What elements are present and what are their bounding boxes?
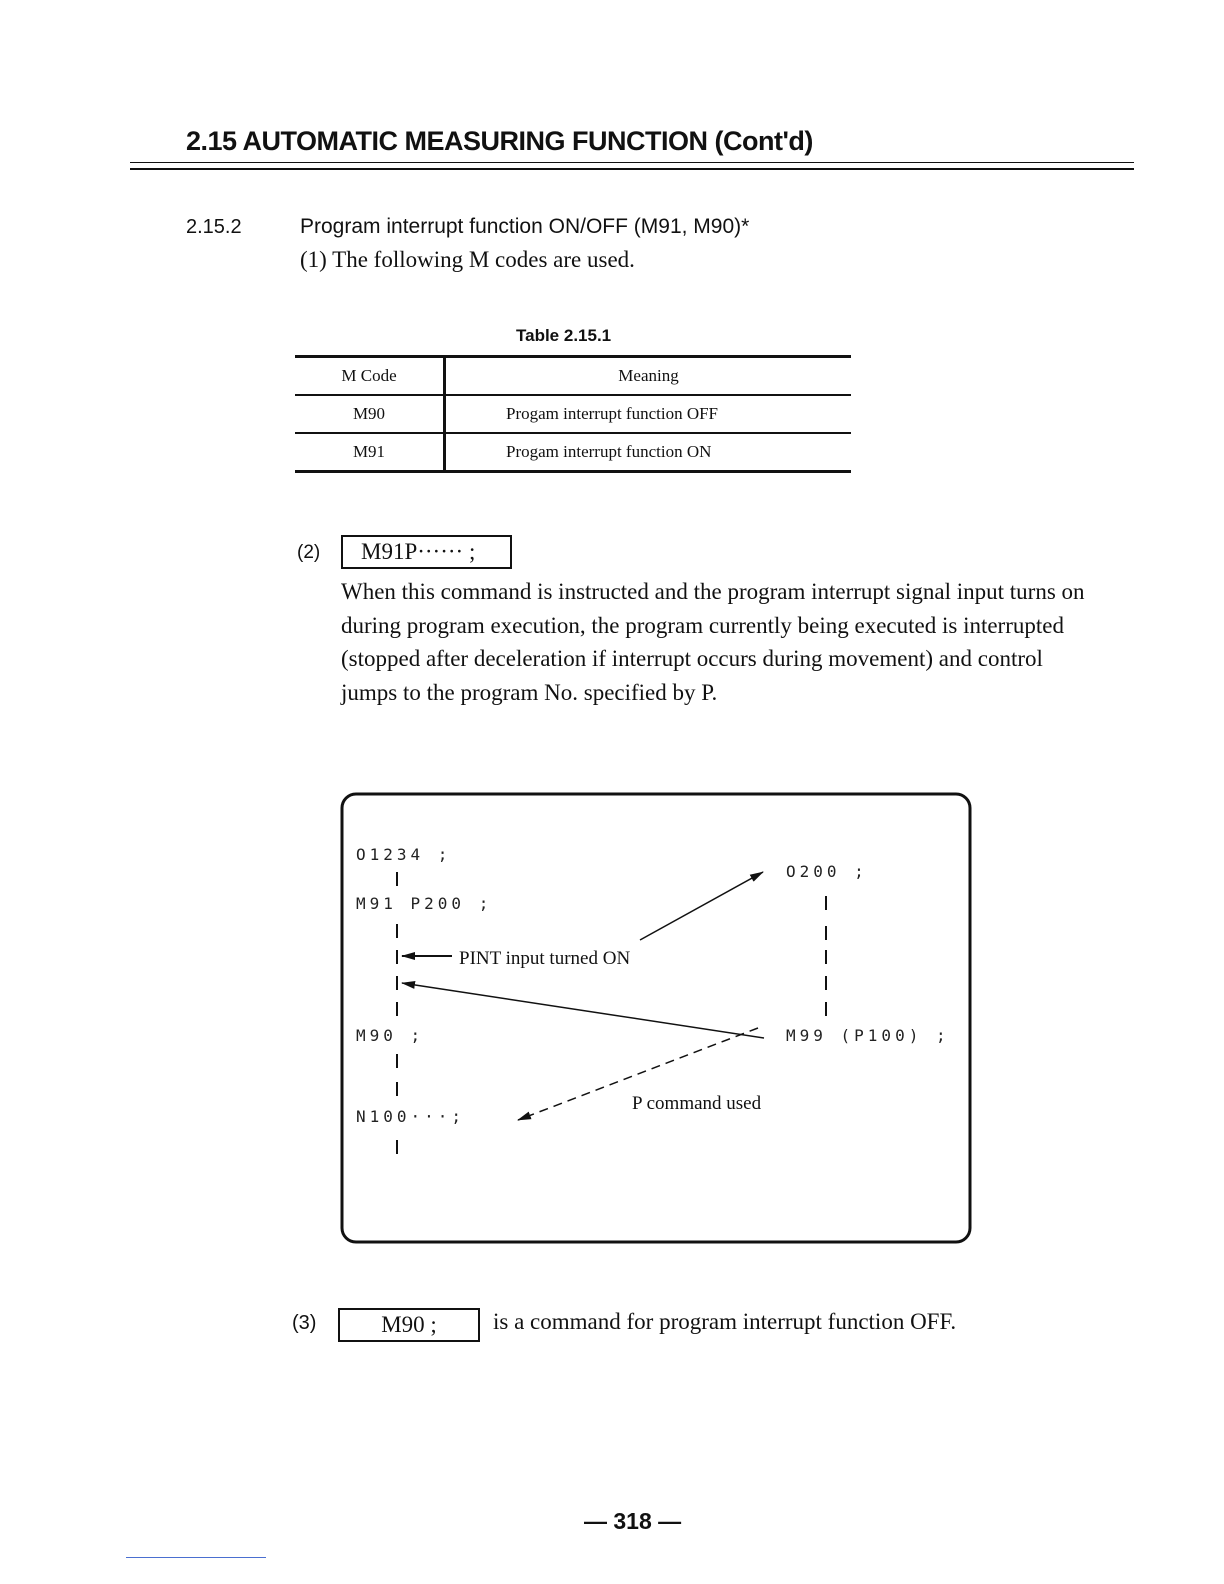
command-box-m91: M91P······ ;	[341, 535, 512, 569]
item-1-text: (1) The following M codes are used.	[300, 247, 635, 272]
item-3-number: (3)	[292, 1312, 317, 1334]
table-header-meaning: Meaning	[445, 357, 852, 396]
diagram-program-o200: O200 ;	[786, 862, 868, 881]
pint-label: PINT input turned ON	[459, 948, 631, 969]
jump-to-o200-arrow	[640, 872, 763, 940]
table-cell-meaning: Progam interrupt function OFF	[506, 404, 719, 423]
table-header-mcode: M Code	[295, 357, 445, 396]
section-title: 2.15 AUTOMATIC MEASURING FUNCTION (Cont'd)	[186, 126, 813, 156]
diagram-code-m90: M90 ;	[356, 1026, 425, 1045]
diagram-block-n100: N100···;	[356, 1107, 466, 1126]
table-cell-meaning: Progam interrupt function ON	[445, 433, 852, 472]
page-number: — 318 —	[584, 1508, 682, 1534]
table-row	[295, 395, 851, 433]
m-code-table	[295, 355, 851, 473]
header-rule-thick	[130, 168, 1134, 170]
item-2-paragraph: When this command is instructed and the program interrupt signal input turns on during program execution, the program currently being executed is interrupted (stopped after deceleration if interrupt occurs during movement) and control jumps to the program No. specified by P.	[341, 579, 1085, 705]
command-box-m90: M90 ;	[338, 1308, 480, 1342]
item-2-number: (2)	[297, 542, 321, 563]
diagram-program-o1234: O1234 ;	[356, 845, 452, 864]
table-row	[295, 433, 851, 472]
return-arrow	[402, 983, 764, 1038]
table-cell-mcode: M90	[295, 395, 445, 433]
diagram-call-m91: M91 P200 ;	[356, 894, 493, 913]
p-command-label: P command used	[632, 1093, 762, 1114]
table-header-row	[295, 357, 851, 396]
subsection-number: 2.15.2	[186, 216, 242, 238]
subsection-title: Program interrupt function ON/OFF (M91, M90)*	[300, 215, 750, 238]
item-3-text: is a command for program interrupt function OFF.	[493, 1309, 957, 1334]
bottom-underline	[126, 1557, 266, 1558]
interrupt-flow-diagram	[340, 792, 972, 1244]
table-cell-mcode: M91	[295, 433, 445, 472]
table-caption: Table 2.15.1	[516, 326, 612, 345]
header-rule-thin	[130, 162, 1134, 163]
diagram-return-m99: M99 (P100) ;	[786, 1026, 950, 1045]
